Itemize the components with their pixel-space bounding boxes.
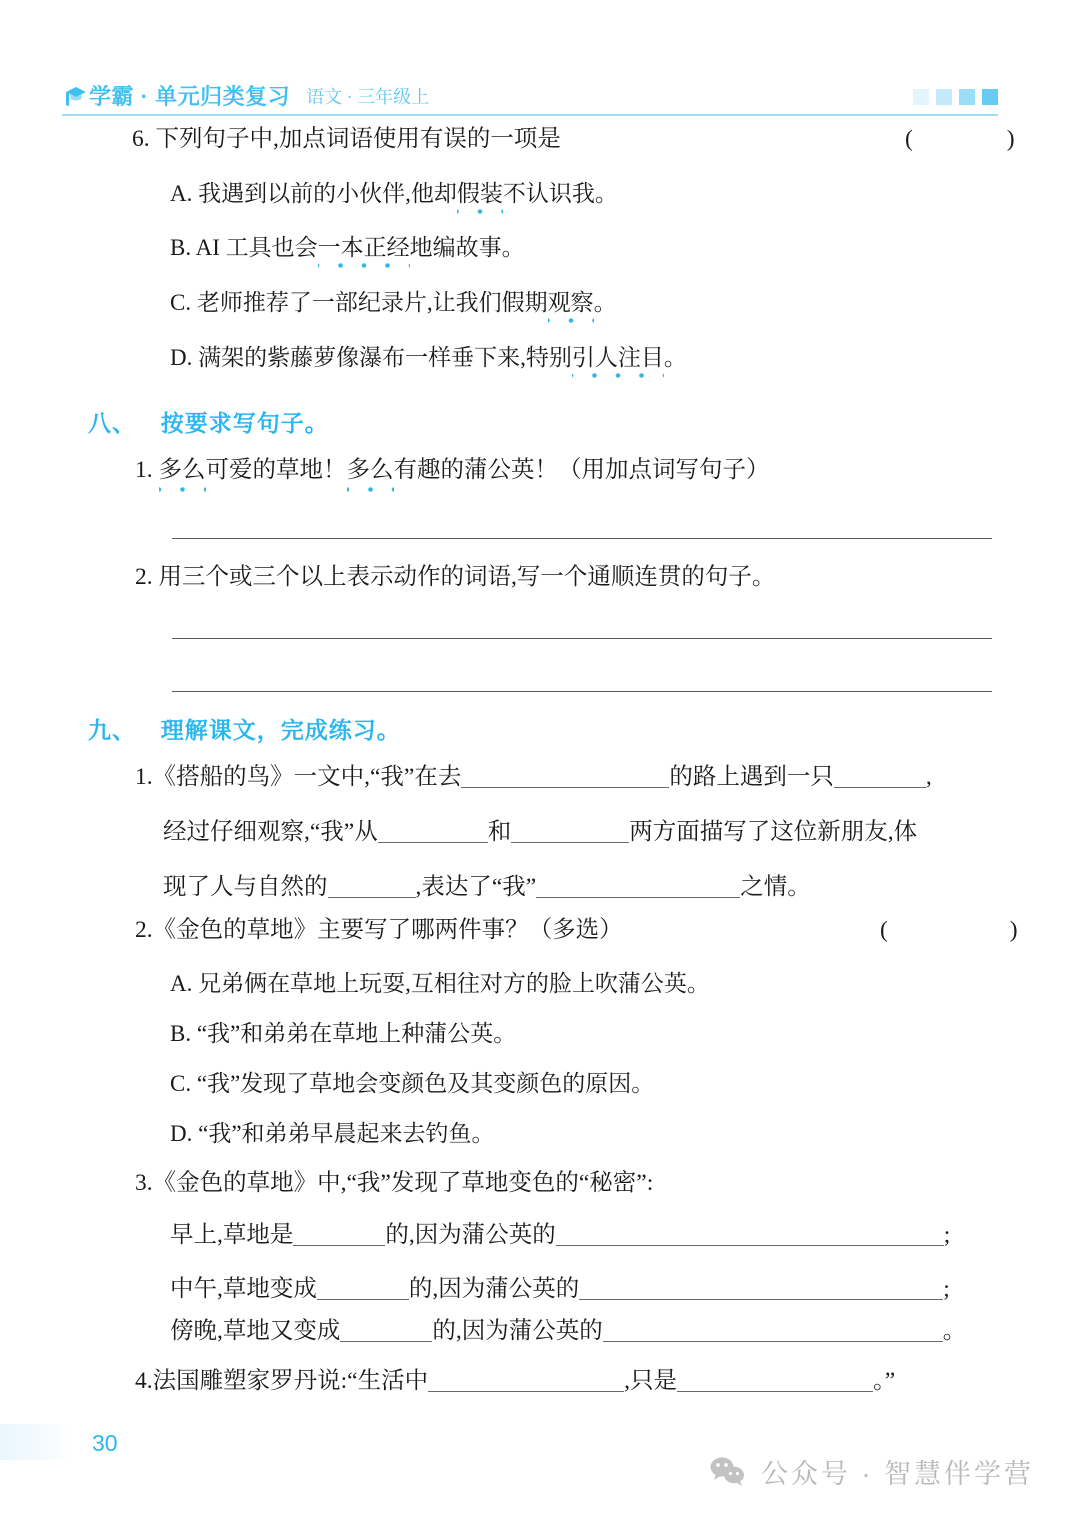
row-text-end: ;	[943, 1276, 950, 1302]
option-label: A.	[170, 971, 193, 996]
section-9-heading	[88, 712, 401, 745]
question-1-line-1	[135, 766, 932, 790]
option-emphasis-word: 观察	[547, 290, 594, 315]
option-text-post: 地编故事。	[409, 235, 525, 260]
option-label: B.	[170, 235, 192, 260]
header-divider	[62, 114, 998, 116]
row-text-end: 。	[942, 1318, 967, 1344]
question-1-line-3	[163, 876, 811, 900]
row-text-b: 的,因为蒲公英的	[408, 1276, 580, 1302]
graduation-cap-icon	[62, 83, 88, 107]
fill-blank[interactable]	[677, 1371, 873, 1392]
answer-rule-line[interactable]	[172, 638, 992, 639]
answer-rule-line[interactable]	[172, 538, 992, 539]
item-text-1: 可爱的草地！	[205, 457, 347, 483]
question-3-row-noon	[170, 1278, 950, 1302]
question-2-option-a[interactable]	[170, 972, 710, 995]
question-6-option-a[interactable]	[170, 182, 618, 205]
item-number: 3.	[135, 1170, 153, 1196]
fill-blank[interactable]	[293, 1225, 385, 1246]
deco-square-1	[913, 89, 929, 105]
q1-text-c: ,	[925, 764, 932, 790]
q1-text-b: 的路上遇到一只	[669, 764, 834, 790]
question-3-row-morning	[170, 1224, 950, 1248]
section-9-numeral: 九、	[88, 717, 136, 743]
item-text: 用三个或三个以上表示动作的词语,写一个通顺连贯的句子。	[158, 564, 776, 590]
question-6-option-c[interactable]	[170, 291, 617, 314]
section-9-title: 理解课文，完成练习。	[160, 717, 401, 743]
fill-blank[interactable]	[556, 1225, 944, 1246]
q1-text-g: 现了人与自然的	[163, 874, 328, 900]
question-2-option-b[interactable]	[170, 1022, 516, 1045]
option-text-pre: 满架的紫藤萝像瀑布一样垂下来,特别	[198, 345, 572, 370]
fill-blank[interactable]	[378, 822, 488, 843]
emphasis-word-2: 多么	[346, 457, 394, 483]
question-3-stem-line	[135, 1172, 653, 1196]
section-8-title: 按要求写句子。	[160, 410, 329, 436]
question-6-option-d[interactable]	[170, 346, 687, 369]
option-text: 兄弟俩在草地上玩耍,互相往对方的脸上吹蒲公英。	[198, 971, 710, 996]
fill-blank[interactable]	[579, 1279, 943, 1300]
item-number: 1.	[135, 457, 153, 483]
emphasis-word-1: 多么	[158, 457, 206, 483]
option-text-post: 。	[663, 345, 687, 370]
option-label: C.	[170, 1071, 192, 1096]
fill-blank[interactable]	[603, 1321, 943, 1342]
watermark-text: 公众号 · 智慧伴学营	[761, 1459, 1034, 1489]
q1-text-i: 之情。	[740, 874, 811, 900]
question-6-stem: 下列句子中,加点词语使用有误的一项是	[155, 126, 561, 152]
page-number: 30	[92, 1430, 118, 1456]
option-text-post: 。	[593, 290, 617, 315]
fill-blank[interactable]	[834, 767, 926, 788]
option-text-pre: AI 工具也会	[195, 235, 318, 260]
fill-blank[interactable]	[428, 1371, 624, 1392]
item-number: 2.	[135, 564, 153, 590]
option-label: C.	[170, 290, 192, 315]
question-6-answer-bracket[interactable]: ( )	[905, 126, 1059, 152]
option-label: D.	[170, 345, 193, 370]
question-2-stem: 《金色的草地》主要写了哪两件事？（多选）	[152, 917, 623, 943]
option-text-post: 不认识我。	[502, 181, 618, 206]
question-2-answer-bracket[interactable]: ( )	[880, 917, 1076, 943]
option-text: “我”发现了草地会变颜色及其变颜色的原因。	[196, 1071, 655, 1096]
fill-blank[interactable]	[536, 877, 740, 898]
header-square-decoration	[913, 89, 998, 105]
page-header	[0, 78, 1080, 124]
q1-text-f: 两方面描写了这位新朋友,体	[629, 819, 918, 845]
q4-text-a: 法国雕塑家罗丹说:“生活中	[152, 1368, 429, 1394]
option-label: D.	[170, 1121, 193, 1146]
question-2-stem-line	[135, 919, 623, 943]
question-3-stem: 《金色的草地》中,“我”发现了草地变色的“秘密”:	[152, 1170, 654, 1196]
section-8-item-1	[135, 459, 770, 483]
item-number: 1.	[135, 764, 153, 790]
section-8-item-2	[135, 566, 775, 590]
brand-logo	[62, 80, 429, 111]
question-6-option-b[interactable]	[170, 236, 525, 259]
row-text-a: 中午,草地变成	[170, 1276, 317, 1302]
section-8-heading	[88, 405, 329, 438]
fill-blank[interactable]	[317, 1279, 409, 1300]
question-6-number: 6.	[132, 126, 150, 152]
question-2-option-c[interactable]	[170, 1072, 654, 1095]
item-number: 2.	[135, 917, 153, 943]
option-emphasis-word: 一本正经	[317, 235, 410, 260]
option-text: “我”和弟弟早晨起来去钓鱼。	[198, 1121, 495, 1146]
q1-text-h: ,表达了“我”	[415, 874, 537, 900]
question-1-line-2	[163, 821, 917, 845]
option-text-pre: 老师推荐了一部纪录片,让我们假期	[196, 290, 548, 315]
deco-square-4	[982, 89, 998, 105]
deco-square-2	[936, 89, 952, 105]
q1-text-d: 经过仔细观察,“我”从	[163, 819, 378, 845]
series-name: 单元归类复习	[155, 84, 291, 109]
option-emphasis-word: 引人注目	[571, 345, 664, 370]
fill-blank[interactable]	[340, 1321, 432, 1342]
footer-decoration-block	[0, 1424, 72, 1460]
q4-text-b: ,只是	[624, 1368, 677, 1394]
option-label: B.	[170, 1021, 192, 1046]
row-text-end: ;	[943, 1222, 951, 1248]
item-number: 4.	[135, 1368, 153, 1394]
deco-square-3	[959, 89, 975, 105]
section-9-question-4	[135, 1370, 895, 1394]
q4-text-c: 。”	[872, 1368, 896, 1394]
row-text-b: 的,因为蒲公英的	[385, 1222, 556, 1248]
item-text-2: 有趣的蒲公英！（用加点词写句子）	[393, 457, 770, 483]
option-emphasis-word: 假装	[456, 181, 503, 206]
question-6-stem-line	[132, 128, 561, 152]
option-text-pre: 我遇到以前的小伙伴,他却	[198, 181, 457, 206]
question-3-row-evening	[170, 1320, 966, 1344]
row-text-b: 的,因为蒲公英的	[432, 1318, 603, 1344]
wechat-icon	[709, 1456, 747, 1488]
subject-grade-label: 语文 · 三年级上	[306, 87, 430, 107]
row-text-a: 早上,草地是	[170, 1222, 294, 1248]
brand-name: 学霸	[89, 84, 135, 109]
question-2-option-d[interactable]	[170, 1122, 495, 1145]
fill-blank[interactable]	[461, 767, 669, 788]
q1-text-a: 《搭船的鸟》一文中,“我”在去	[152, 764, 462, 790]
fill-blank[interactable]	[328, 877, 416, 898]
option-text: “我”和弟弟在草地上种蒲公英。	[196, 1021, 517, 1046]
watermark	[709, 1452, 1034, 1491]
answer-rule-line[interactable]	[172, 691, 992, 692]
brand-title	[89, 80, 290, 111]
brand-separator: ·	[140, 84, 149, 109]
q1-text-e: 和	[487, 819, 512, 845]
option-label: A.	[170, 181, 193, 206]
fill-blank[interactable]	[511, 822, 629, 843]
section-8-numeral: 八、	[88, 410, 136, 436]
row-text-a: 傍晚,草地又变成	[170, 1318, 341, 1344]
